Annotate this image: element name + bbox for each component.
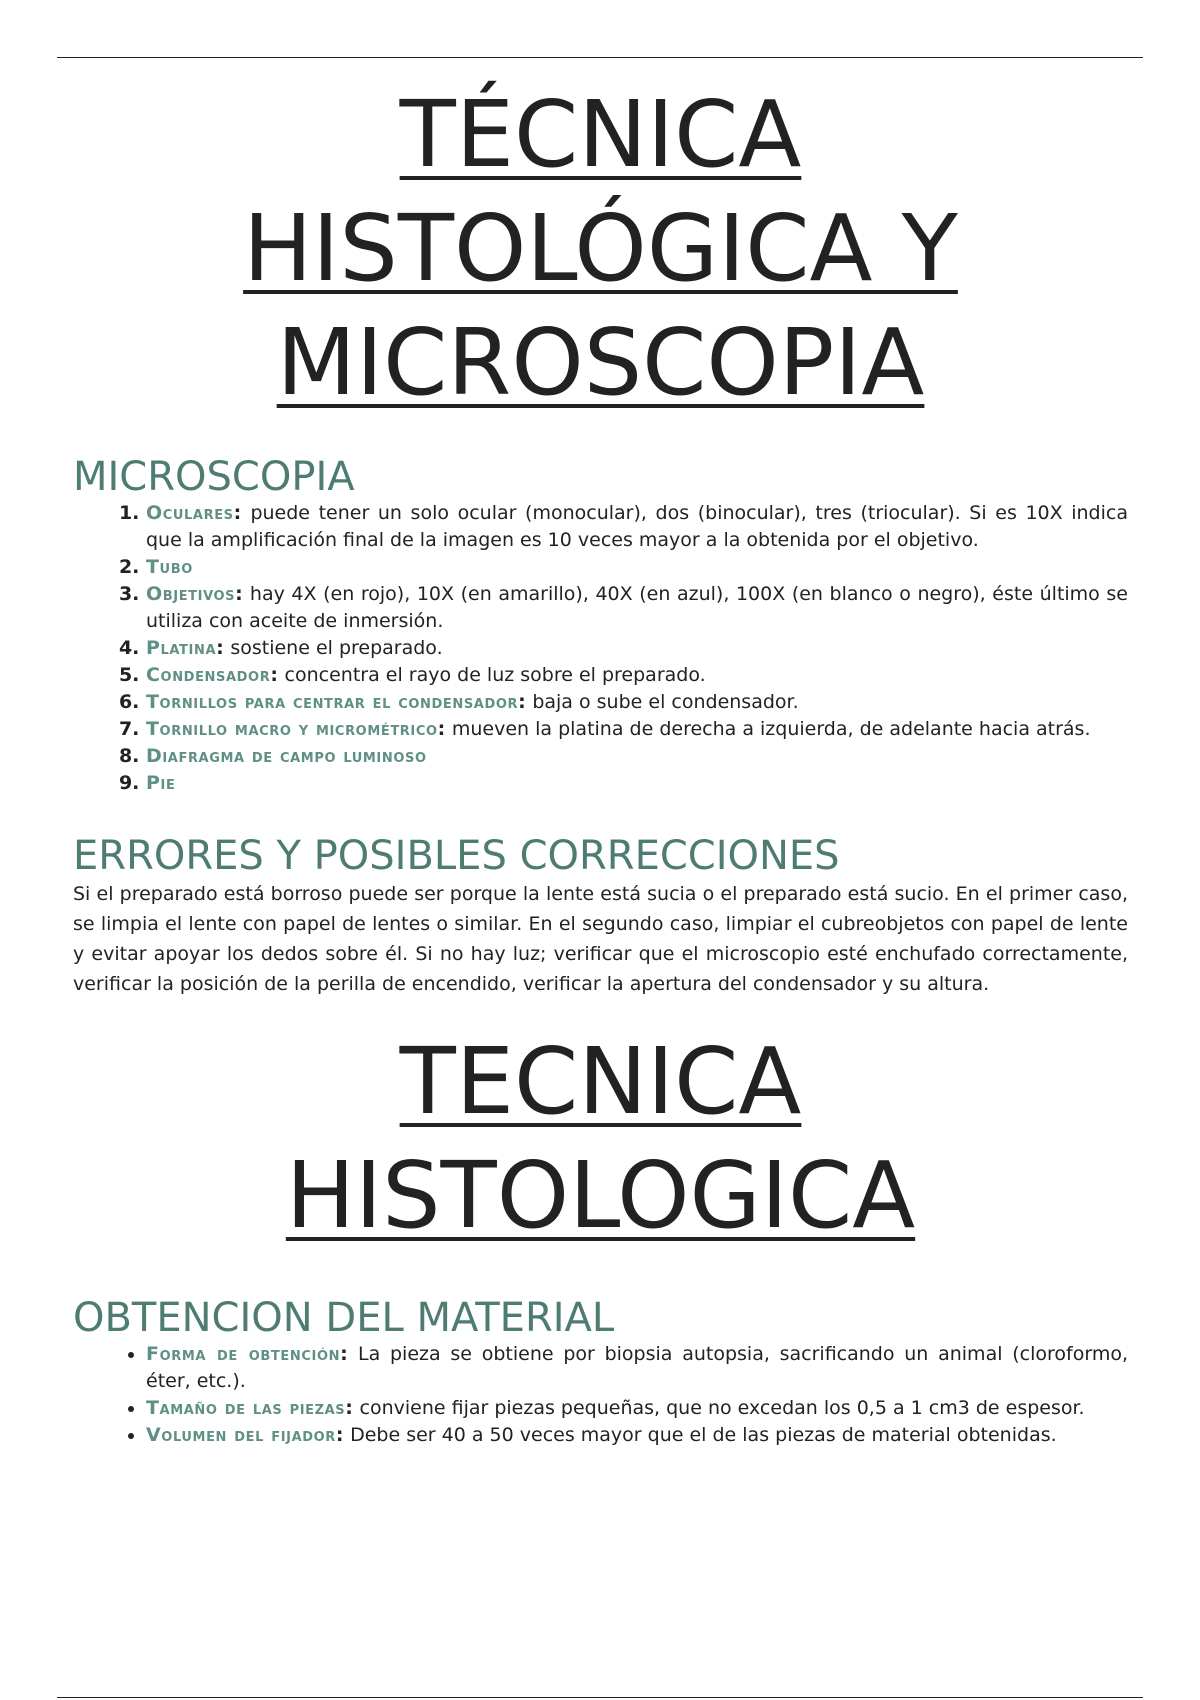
list-item-term: Objetivos	[146, 583, 236, 605]
list-item: 1. Oculares: puede tener un solo ocular (monocular), dos (binocular), tres (triocular). Si es 10X indica que la amplificación final de la imagen es 10 veces mayor a la obtenida por el objetivo.	[146, 500, 1128, 554]
main-title	[73, 78, 1128, 420]
bottom-rule	[57, 1697, 1143, 1698]
list-item-text: conviene fijar piezas pequeñas, que no excedan los 0,5 a 1 cm3 de espesor.	[359, 1397, 1085, 1419]
list-item-text: La pieza se obtiene por biopsia autopsia, sacrificando un animal (cloroformo, éter, etc.).	[146, 1343, 1128, 1392]
document-page	[73, 78, 1128, 1449]
list-item-term: Tamaño de las piezas	[146, 1397, 346, 1419]
list-item-text: puede tener un solo ocular (monocular), dos (binocular), tres (triocular). Si es 10X indica que la amplificación final de la imagen es 10 veces mayor a la obtenida por el objetivo.	[146, 502, 1128, 551]
errores-paragraph: Si el preparado está borroso puede ser porque la lente está sucia o el preparado está sucio. En el primer caso, se limpia el lente con papel de lentes o similar. En el segundo caso, limpiar el cubreobjetos con papel de lente y evitar apoyar los dedos sobre él. Si no hay luz; verificar que el microscopio esté enchufado correctamente, verificar la posición de la perilla de encendido, verificar la apertura del condensador y su altura.	[73, 883, 1128, 995]
list-item-text: baja o sube el condensador.	[532, 691, 799, 713]
list-item-term: Oculares	[146, 502, 234, 524]
list-item-text: Debe ser 40 a 50 veces mayor que el de las piezas de material obtenidas.	[350, 1424, 1057, 1446]
list-item-text: mueven la platina de derecha a izquierda, de adelante hacia atrás.	[451, 718, 1091, 740]
list-item: • Forma de obtención: La pieza se obtiene por biopsia autopsia, sacrificando un animal (cloroformo, éter, etc.).	[146, 1341, 1128, 1395]
section-title	[73, 1025, 1128, 1253]
list-item-term: Platina	[146, 637, 217, 659]
list-item: 6. Tornillos para centrar el condensador: baja o sube el condensador.	[146, 689, 1128, 716]
list-item-term: Forma de obtención	[146, 1343, 341, 1365]
list-item: 4. Platina: sostiene el preparado.	[146, 635, 1128, 662]
list-item-term: Tubo	[146, 556, 193, 578]
main-title-line-2: HISTOLÓGICA Y	[243, 195, 958, 302]
list-item: 3. Objetivos: hay 4X (en rojo), 10X (en amarillo), 40X (en azul), 100X (en blanco o negro), éste último se utiliza con aceite de inmersión.	[146, 581, 1128, 635]
list-item-text: sostiene el preparado.	[230, 637, 443, 659]
main-title-line-1: TÉCNICA	[399, 81, 802, 188]
list-item-text: hay 4X (en rojo), 10X (en amarillo), 40X (en azul), 100X (en blanco o negro), éste último se utiliza con aceite de inmersión.	[146, 583, 1128, 632]
list-item	[146, 554, 1128, 581]
list-item: 5. Condensador: concentra el rayo de luz sobre el preparado.	[146, 662, 1128, 689]
list-item-text: concentra el rayo de luz sobre el preparado.	[284, 664, 706, 686]
microscope-parts-list	[73, 500, 1128, 797]
list-item-term: Diafragma de campo luminoso	[146, 745, 427, 767]
obtencion-heading: OBTENCION DEL MATERIAL	[73, 1295, 615, 1341]
list-item-term: Volumen del fijador	[146, 1424, 336, 1446]
main-title-line-3: MICROSCOPIA	[276, 309, 925, 416]
section-title-line-1: TECNICA	[399, 1028, 802, 1135]
list-item-term: Condensador	[146, 664, 271, 686]
list-item: • Tamaño de las piezas: conviene fijar piezas pequeñas, que no excedan los 0,5 a 1 cm3 de espesor.	[146, 1395, 1128, 1422]
errores-heading: ERRORES Y POSIBLES CORRECCIONES	[73, 833, 840, 879]
microscopia-heading: MICROSCOPIA	[73, 454, 355, 500]
top-rule	[57, 57, 1143, 58]
section-title-line-2: HISTOLOGICA	[285, 1142, 916, 1249]
list-item: • Volumen del fijador: Debe ser 40 a 50 veces mayor que el de las piezas de material obtenidas.	[146, 1422, 1128, 1449]
list-item: 7. Tornillo macro y micrométrico: mueven la platina de derecha a izquierda, de adelante hacia atrás.	[146, 716, 1128, 743]
list-item-term: Tornillos para centrar el condensador	[146, 691, 519, 713]
obtencion-list	[73, 1341, 1128, 1449]
list-item	[146, 770, 1128, 797]
list-item	[146, 743, 1128, 770]
list-item-term: Tornillo macro y micrométrico	[146, 718, 438, 740]
list-item-term: Pie	[146, 772, 176, 794]
